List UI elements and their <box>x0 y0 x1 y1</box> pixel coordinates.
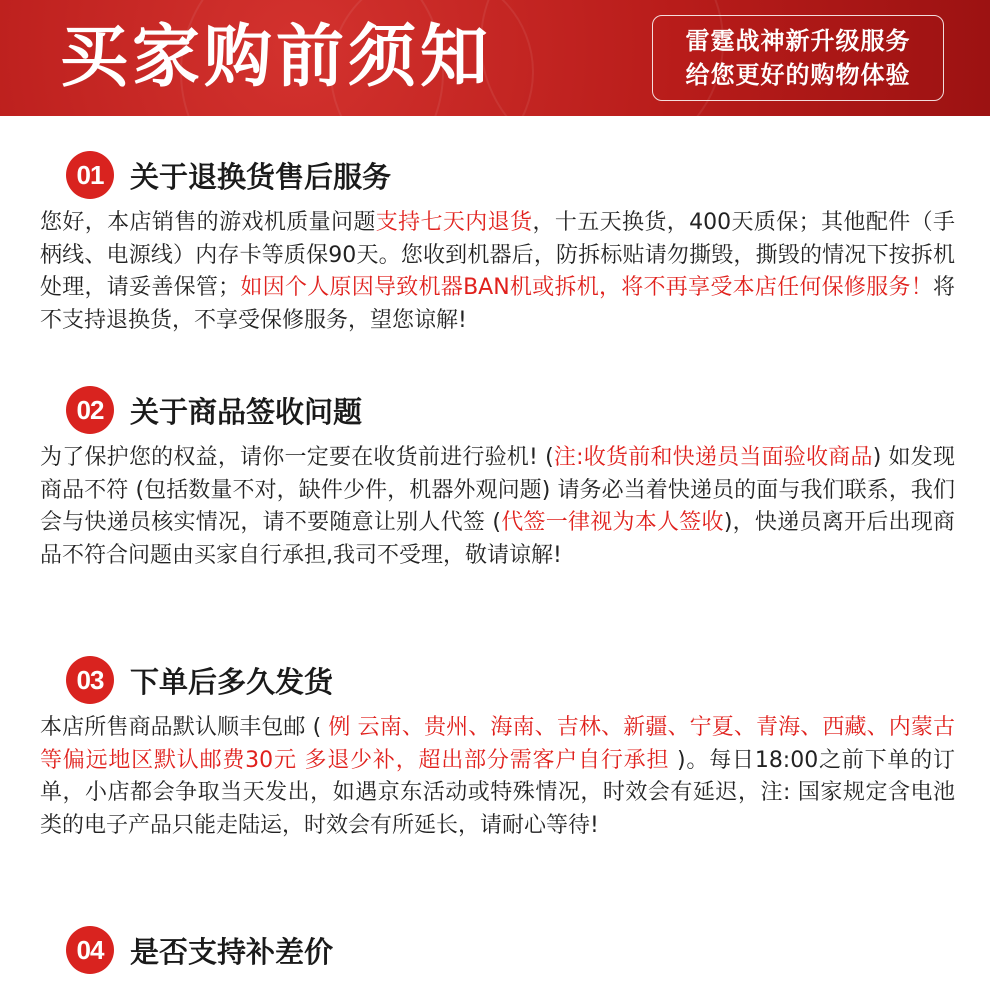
body-text: ) 如发现商品不符 (包括数量不对，缺件少件，机器外观问题) 请务必当着快递员的面与我们联系，我们会与快递员核实情况，请不要随意让别人代签 ( <box>40 445 955 535</box>
body-highlight: 例 云南、贵州、海南、吉林、新疆、宁夏、青海、西藏、内蒙古等偏远地区默认邮费30元 多退少补，超出部分需客户自行承担 <box>40 715 956 773</box>
body-highlight: 注:收货前和快递员当面验收商品 <box>553 445 873 470</box>
section-body <box>40 207 955 337</box>
body-highlight: 代签一律视为本人签收 <box>500 510 724 535</box>
body-text: 您好，本店销售的游戏机质量问题 <box>40 210 376 235</box>
body-text: 为了保护您的权益，请你一定要在收货前进行验机! ( <box>40 445 554 470</box>
section-number-badge: 01 <box>66 151 114 199</box>
section-number-badge: 03 <box>66 656 114 704</box>
tagline-line-1: 雷霆战神新升级服务 <box>685 27 911 55</box>
section-body <box>40 442 955 572</box>
body-highlight: 如因个人原因导致机器BAN机或拆机，将不再享受本店任何保修服务！ <box>240 275 933 300</box>
section-header <box>66 926 333 974</box>
header-banner <box>0 0 990 116</box>
section-header <box>66 386 362 434</box>
section-header <box>66 656 333 704</box>
section-title: 是否支持补差价 <box>130 934 334 969</box>
section-title: 关于商品签收问题 <box>130 394 363 429</box>
body-highlight: 支持七天内退货 <box>375 210 533 235</box>
service-tagline-box <box>652 15 944 101</box>
body-text: )，快递员离开后出现商品不符合问题由买家自行承担,我司不受理，敬请谅解! <box>40 510 955 568</box>
body-text: ，十五天换货，400天质保；其他配件（手柄线、电源线）内存卡等质保90天。您收到机器后，防拆标贴请勿撕毁，撕毁的情况下按拆机处理，请妥善保管； <box>40 210 955 300</box>
section-title: 下单后多久发货 <box>130 664 334 699</box>
body-text: )。每日18:00之前下单的订单，小店都会争取当天发出，如遇京东活动或特殊情况，时效会有延迟，注: 国家规定含电池类的电子产品只能走陆运，时效会有所延长，请耐心等待! <box>40 747 955 838</box>
tagline-line-2: 给您更好的购物体验 <box>685 61 911 89</box>
section-number-badge: 02 <box>66 386 114 434</box>
section-number-badge: 04 <box>66 926 114 974</box>
section-body <box>40 712 955 842</box>
page-title: 买家购前须知 <box>60 18 493 97</box>
section-title: 关于退换货售后服务 <box>130 159 392 194</box>
section-header <box>66 151 391 199</box>
body-text: 将不支持退换货，不享受保修服务，望您谅解! <box>40 275 955 333</box>
body-text: 本店所售商品默认顺丰包邮 ( <box>40 715 329 740</box>
